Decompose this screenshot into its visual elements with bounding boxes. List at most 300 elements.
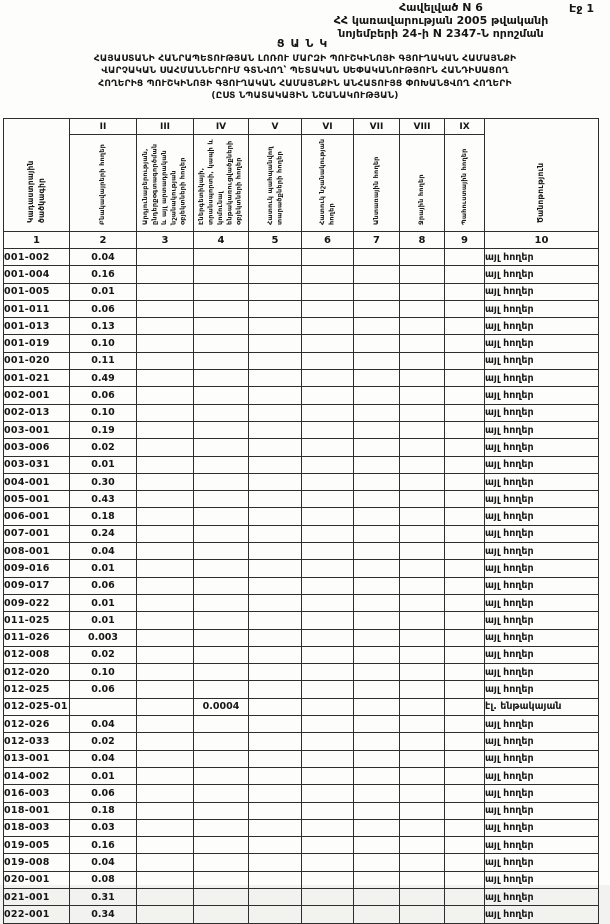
cell-col4 bbox=[194, 906, 249, 923]
cell-col5 bbox=[249, 871, 302, 888]
cell-col5 bbox=[249, 421, 302, 438]
header-reserve-lands: Պահուստային հողեր bbox=[445, 135, 485, 232]
cell-cadastral-code: 012-033 bbox=[4, 733, 70, 750]
cell-col4 bbox=[194, 404, 249, 421]
cell-remark: այլ հողեր bbox=[485, 854, 599, 871]
cell-col4 bbox=[194, 646, 249, 663]
cell-col7 bbox=[354, 352, 400, 369]
cell-col6 bbox=[302, 543, 354, 560]
cell-cadastral-code: 012-020 bbox=[4, 664, 70, 681]
cell-col5 bbox=[249, 716, 302, 733]
cell-col8 bbox=[400, 837, 445, 854]
cell-col7 bbox=[354, 646, 400, 663]
cell-col8 bbox=[400, 421, 445, 438]
cell-col3 bbox=[137, 664, 194, 681]
header-special-lands: Հատուկ նշանակության հողեր bbox=[302, 135, 354, 232]
cell-col5 bbox=[249, 594, 302, 611]
cell-col3 bbox=[137, 577, 194, 594]
cell-col2: 0.19 bbox=[70, 421, 137, 438]
cell-col8 bbox=[400, 664, 445, 681]
cell-col3 bbox=[137, 421, 194, 438]
cell-cadastral-code: 006-001 bbox=[4, 508, 70, 525]
cell-col3 bbox=[137, 266, 194, 283]
cell-col9 bbox=[445, 664, 485, 681]
cell-col5 bbox=[249, 456, 302, 473]
header-industrial-lands: Արդյունաբերության, ընդերքօգտագործման և այլ արտադրական նշանակության օբյեկտների հողեր bbox=[137, 135, 194, 232]
cell-col9 bbox=[445, 906, 485, 923]
cell-col9 bbox=[445, 421, 485, 438]
cell-col7 bbox=[354, 370, 400, 387]
cell-col7 bbox=[354, 577, 400, 594]
cell-col2: 0.01 bbox=[70, 283, 137, 300]
cell-col3 bbox=[137, 560, 194, 577]
table-row bbox=[4, 664, 599, 681]
cell-cadastral-code: 002-013 bbox=[4, 404, 70, 421]
cell-col3 bbox=[137, 629, 194, 646]
cell-col3 bbox=[137, 249, 194, 266]
cell-col8 bbox=[400, 525, 445, 542]
cell-remark: այլ հողեր bbox=[485, 508, 599, 525]
table-row bbox=[4, 370, 599, 387]
cell-col3 bbox=[137, 318, 194, 335]
cell-col3 bbox=[137, 594, 194, 611]
cell-col2: 0.01 bbox=[70, 594, 137, 611]
cell-cadastral-code: 012-008 bbox=[4, 646, 70, 663]
cell-col4 bbox=[194, 802, 249, 819]
cell-col2: 0.03 bbox=[70, 819, 137, 836]
table-row bbox=[4, 802, 599, 819]
cell-col2: 0.49 bbox=[70, 370, 137, 387]
cell-cadastral-code: 003-006 bbox=[4, 439, 70, 456]
cell-col6 bbox=[302, 629, 354, 646]
cell-col2: 0.10 bbox=[70, 664, 137, 681]
cell-col4 bbox=[194, 629, 249, 646]
cell-col8 bbox=[400, 854, 445, 871]
cell-cadastral-code: 004-001 bbox=[4, 473, 70, 490]
cell-col7 bbox=[354, 733, 400, 750]
cell-remark: այլ հողեր bbox=[485, 664, 599, 681]
cell-col2: 0.04 bbox=[70, 716, 137, 733]
cell-col8 bbox=[400, 456, 445, 473]
cell-col4 bbox=[194, 439, 249, 456]
cell-col9 bbox=[445, 716, 485, 733]
cell-col9 bbox=[445, 646, 485, 663]
cell-col3 bbox=[137, 370, 194, 387]
cell-col4 bbox=[194, 733, 249, 750]
cell-col6 bbox=[302, 612, 354, 629]
cell-col6 bbox=[302, 698, 354, 715]
cell-col9 bbox=[445, 249, 485, 266]
cell-col8 bbox=[400, 249, 445, 266]
title-line: (ԸՍՏ ՆՊԱՏԱԿԱՅԻՆ ՆՇԱՆԱԿՈՒԹՅԱՆ) bbox=[211, 91, 399, 102]
cell-col7 bbox=[354, 716, 400, 733]
cell-col4 bbox=[194, 612, 249, 629]
cell-col7 bbox=[354, 802, 400, 819]
cell-col9 bbox=[445, 508, 485, 525]
cell-col3 bbox=[137, 612, 194, 629]
cell-col4 bbox=[194, 871, 249, 888]
header-settlement-lands: Բնակավայրերի հողեր bbox=[70, 135, 137, 232]
cell-col3 bbox=[137, 473, 194, 490]
cell-col2: 0.08 bbox=[70, 871, 137, 888]
cell-remark: այլ հողեր bbox=[485, 837, 599, 854]
cell-cadastral-code: 003-031 bbox=[4, 456, 70, 473]
cell-col4 bbox=[194, 300, 249, 317]
cell-col5 bbox=[249, 352, 302, 369]
table-row bbox=[4, 300, 599, 317]
cell-col6 bbox=[302, 871, 354, 888]
column-number: 4 bbox=[194, 232, 249, 249]
table-row bbox=[4, 646, 599, 663]
cell-col6 bbox=[302, 577, 354, 594]
cell-col2: 0.06 bbox=[70, 681, 137, 698]
cell-cadastral-code: 012-026 bbox=[4, 716, 70, 733]
cell-remark: այլ հողեր bbox=[485, 629, 599, 646]
cell-col7 bbox=[354, 439, 400, 456]
appendix-line: ՀՀ կառավարության 2005 թվականի bbox=[333, 13, 549, 27]
cell-remark: այլ հողեր bbox=[485, 249, 599, 266]
cell-col5 bbox=[249, 837, 302, 854]
cell-col4 bbox=[194, 352, 249, 369]
cell-col3 bbox=[137, 300, 194, 317]
cell-col8 bbox=[400, 370, 445, 387]
cell-col7 bbox=[354, 767, 400, 784]
cell-col8 bbox=[400, 352, 445, 369]
table-row bbox=[4, 577, 599, 594]
cell-cadastral-code: 020-001 bbox=[4, 871, 70, 888]
table-row bbox=[4, 543, 599, 560]
cell-cadastral-code: 014-002 bbox=[4, 767, 70, 784]
cell-col6 bbox=[302, 594, 354, 611]
cell-remark: այլ հողեր bbox=[485, 473, 599, 490]
cell-cadastral-code: 009-017 bbox=[4, 577, 70, 594]
cell-col6 bbox=[302, 716, 354, 733]
table-row bbox=[4, 421, 599, 438]
cell-col9 bbox=[445, 681, 485, 698]
cell-col4 bbox=[194, 491, 249, 508]
cell-col9 bbox=[445, 525, 485, 542]
header-water-lands: Ջրային հողեր bbox=[400, 135, 445, 232]
cell-col9 bbox=[445, 335, 485, 352]
cell-col5 bbox=[249, 404, 302, 421]
cell-col3 bbox=[137, 439, 194, 456]
table-row bbox=[4, 387, 599, 404]
cell-col4 bbox=[194, 819, 249, 836]
cell-col3 bbox=[137, 352, 194, 369]
cell-col8 bbox=[400, 750, 445, 767]
cell-col6 bbox=[302, 560, 354, 577]
cell-col6 bbox=[302, 837, 354, 854]
cell-col9 bbox=[445, 785, 485, 802]
cell-col9 bbox=[445, 387, 485, 404]
cell-col5 bbox=[249, 629, 302, 646]
cell-col6 bbox=[302, 249, 354, 266]
cell-remark: այլ հողեր bbox=[485, 646, 599, 663]
cell-col7 bbox=[354, 491, 400, 508]
cell-remark: այլ հողեր bbox=[485, 612, 599, 629]
column-number: 1 bbox=[4, 232, 70, 249]
cell-col8 bbox=[400, 318, 445, 335]
cell-col6 bbox=[302, 318, 354, 335]
cell-col6 bbox=[302, 421, 354, 438]
document-title bbox=[8, 53, 602, 103]
cell-col5 bbox=[249, 508, 302, 525]
cell-col5 bbox=[249, 646, 302, 663]
cell-col9 bbox=[445, 560, 485, 577]
cell-col5 bbox=[249, 767, 302, 784]
cell-col2: 0.02 bbox=[70, 646, 137, 663]
cell-col7 bbox=[354, 300, 400, 317]
cell-col8 bbox=[400, 802, 445, 819]
cell-col8 bbox=[400, 906, 445, 923]
cell-col8 bbox=[400, 543, 445, 560]
cell-col5 bbox=[249, 733, 302, 750]
header-roman-col8: VIII bbox=[400, 119, 445, 135]
cell-col7 bbox=[354, 629, 400, 646]
cell-remark: այլ հողեր bbox=[485, 716, 599, 733]
cell-col3 bbox=[137, 387, 194, 404]
cell-col3 bbox=[137, 681, 194, 698]
cell-col9 bbox=[445, 352, 485, 369]
cell-remark: այլ հողեր bbox=[485, 681, 599, 698]
header-roman-row bbox=[4, 119, 599, 135]
cell-col2: 0.04 bbox=[70, 750, 137, 767]
land-transfer-table bbox=[3, 118, 599, 924]
cell-col8 bbox=[400, 888, 445, 905]
cell-col2: 0.16 bbox=[70, 837, 137, 854]
table-row bbox=[4, 456, 599, 473]
cell-col2 bbox=[70, 698, 137, 715]
cell-cadastral-code: 012-025 bbox=[4, 681, 70, 698]
cell-col7 bbox=[354, 681, 400, 698]
cell-col8 bbox=[400, 473, 445, 490]
cell-col6 bbox=[302, 819, 354, 836]
cell-col3 bbox=[137, 785, 194, 802]
cell-col9 bbox=[445, 837, 485, 854]
cell-col6 bbox=[302, 888, 354, 905]
list-label: ՑԱՆԿ bbox=[276, 37, 334, 50]
cell-col6 bbox=[302, 508, 354, 525]
cell-col3 bbox=[137, 404, 194, 421]
cell-cadastral-code: 001-004 bbox=[4, 266, 70, 283]
table-row bbox=[4, 906, 599, 923]
cell-col2: 0.01 bbox=[70, 612, 137, 629]
cell-cadastral-code: 001-019 bbox=[4, 335, 70, 352]
cell-remark: այլ հողեր bbox=[485, 352, 599, 369]
table-row bbox=[4, 750, 599, 767]
cell-col6 bbox=[302, 283, 354, 300]
cell-col6 bbox=[302, 352, 354, 369]
cell-cadastral-code: 012-025-01 bbox=[4, 698, 70, 715]
cell-col4 bbox=[194, 421, 249, 438]
cell-col4 bbox=[194, 594, 249, 611]
cell-col8 bbox=[400, 819, 445, 836]
cell-col6 bbox=[302, 854, 354, 871]
cell-col9 bbox=[445, 594, 485, 611]
cell-col2: 0.11 bbox=[70, 352, 137, 369]
cell-col9 bbox=[445, 491, 485, 508]
header-roman-col2: II bbox=[70, 119, 137, 135]
cell-col6 bbox=[302, 802, 354, 819]
cell-col4 bbox=[194, 387, 249, 404]
cell-col8 bbox=[400, 716, 445, 733]
cell-col8 bbox=[400, 491, 445, 508]
cell-remark: այլ հողեր bbox=[485, 387, 599, 404]
cell-col9 bbox=[445, 473, 485, 490]
cell-cadastral-code: 007-001 bbox=[4, 525, 70, 542]
cell-col8 bbox=[400, 560, 445, 577]
cell-col2: 0.06 bbox=[70, 785, 137, 802]
cell-cadastral-code: 011-025 bbox=[4, 612, 70, 629]
cell-col2: 0.31 bbox=[70, 888, 137, 905]
cell-col7 bbox=[354, 543, 400, 560]
column-number: 2 bbox=[70, 232, 137, 249]
cell-col5 bbox=[249, 491, 302, 508]
cell-col8 bbox=[400, 387, 445, 404]
cell-col5 bbox=[249, 906, 302, 923]
cell-col6 bbox=[302, 456, 354, 473]
cell-col9 bbox=[445, 318, 485, 335]
cell-cadastral-code: 001-011 bbox=[4, 300, 70, 317]
cell-col7 bbox=[354, 612, 400, 629]
cell-col4 bbox=[194, 456, 249, 473]
cell-col7 bbox=[354, 819, 400, 836]
cell-col3 bbox=[137, 543, 194, 560]
column-number: 8 bbox=[400, 232, 445, 249]
header-cadastral-code: Կադաստրային ծածկագիր bbox=[4, 119, 70, 232]
cell-col4 bbox=[194, 473, 249, 490]
table-row bbox=[4, 594, 599, 611]
cell-col2: 0.01 bbox=[70, 560, 137, 577]
cell-col5 bbox=[249, 300, 302, 317]
table-row bbox=[4, 785, 599, 802]
cell-col3 bbox=[137, 456, 194, 473]
cell-col7 bbox=[354, 387, 400, 404]
cell-col2: 0.34 bbox=[70, 906, 137, 923]
column-number: 10 bbox=[485, 232, 599, 249]
cell-col6 bbox=[302, 300, 354, 317]
cell-remark: այլ հողեր bbox=[485, 421, 599, 438]
cell-col4 bbox=[194, 335, 249, 352]
cell-col5 bbox=[249, 283, 302, 300]
table-row bbox=[4, 629, 599, 646]
cell-col3 bbox=[137, 750, 194, 767]
cell-col7 bbox=[354, 318, 400, 335]
cell-col5 bbox=[249, 698, 302, 715]
table-row bbox=[4, 560, 599, 577]
cell-col5 bbox=[249, 802, 302, 819]
cell-col8 bbox=[400, 577, 445, 594]
cell-col2: 0.13 bbox=[70, 318, 137, 335]
cell-col8 bbox=[400, 733, 445, 750]
cell-col3 bbox=[137, 802, 194, 819]
header-roman-col3: III bbox=[137, 119, 194, 135]
cell-col6 bbox=[302, 785, 354, 802]
cell-col5 bbox=[249, 525, 302, 542]
cell-col5 bbox=[249, 854, 302, 871]
cell-col2: 0.01 bbox=[70, 767, 137, 784]
column-number: 3 bbox=[137, 232, 194, 249]
cell-col5 bbox=[249, 750, 302, 767]
cell-col4 bbox=[194, 888, 249, 905]
cell-col4 bbox=[194, 525, 249, 542]
cell-cadastral-code: 009-022 bbox=[4, 594, 70, 611]
cell-col8 bbox=[400, 300, 445, 317]
cell-col7 bbox=[354, 560, 400, 577]
header-infrastructure-lands: Էներգետիկայի, տրանսպորտի, կապի և կոմունալ ենթակառուցվածքների օբյեկտների հողեր bbox=[194, 135, 249, 232]
cell-col2: 0.04 bbox=[70, 249, 137, 266]
cell-remark: էլ. ենթակայան bbox=[485, 698, 599, 715]
cell-col3 bbox=[137, 508, 194, 525]
cell-remark: այլ հողեր bbox=[485, 491, 599, 508]
appendix-line: նոյեմբերի 24-ի N 2347-Ն որոշման bbox=[338, 26, 544, 40]
header-roman-col7: VII bbox=[354, 119, 400, 135]
cell-col7 bbox=[354, 664, 400, 681]
table-row bbox=[4, 266, 599, 283]
cell-col8 bbox=[400, 594, 445, 611]
column-number: 7 bbox=[354, 232, 400, 249]
header-protected-lands: Հատուկ պահպանվող տարածքների հողեր bbox=[249, 135, 302, 232]
table-row bbox=[4, 491, 599, 508]
table-row bbox=[4, 525, 599, 542]
cell-col9 bbox=[445, 439, 485, 456]
cell-col8 bbox=[400, 508, 445, 525]
cell-col7 bbox=[354, 750, 400, 767]
cell-col4 bbox=[194, 543, 249, 560]
cell-col4 bbox=[194, 249, 249, 266]
cell-remark: այլ հողեր bbox=[485, 871, 599, 888]
cell-remark: այլ հողեր bbox=[485, 594, 599, 611]
table-row bbox=[4, 335, 599, 352]
cell-col9 bbox=[445, 300, 485, 317]
cell-col2: 0.02 bbox=[70, 733, 137, 750]
cell-col5 bbox=[249, 473, 302, 490]
cell-col3 bbox=[137, 335, 194, 352]
table-row bbox=[4, 508, 599, 525]
cell-col5 bbox=[249, 681, 302, 698]
cell-col5 bbox=[249, 318, 302, 335]
header-roman-col9: IX bbox=[445, 119, 485, 135]
cell-col6 bbox=[302, 491, 354, 508]
cell-col9 bbox=[445, 733, 485, 750]
table-row bbox=[4, 249, 599, 266]
cell-col6 bbox=[302, 733, 354, 750]
cell-col8 bbox=[400, 871, 445, 888]
cell-cadastral-code: 001-021 bbox=[4, 370, 70, 387]
cell-col9 bbox=[445, 854, 485, 871]
cell-col2: 0.43 bbox=[70, 491, 137, 508]
cell-col5 bbox=[249, 785, 302, 802]
cell-col6 bbox=[302, 906, 354, 923]
cell-col9 bbox=[445, 802, 485, 819]
cell-col3 bbox=[137, 767, 194, 784]
cell-col6 bbox=[302, 473, 354, 490]
cell-col3 bbox=[137, 871, 194, 888]
cell-col5 bbox=[249, 387, 302, 404]
cell-col5 bbox=[249, 266, 302, 283]
table-row bbox=[4, 473, 599, 490]
cell-cadastral-code: 019-008 bbox=[4, 854, 70, 871]
cell-col7 bbox=[354, 266, 400, 283]
cell-col9 bbox=[445, 577, 485, 594]
cell-col8 bbox=[400, 785, 445, 802]
cell-remark: այլ հողեր bbox=[485, 888, 599, 905]
cell-col2: 0.04 bbox=[70, 854, 137, 871]
cell-col7 bbox=[354, 404, 400, 421]
cell-col9 bbox=[445, 750, 485, 767]
cell-col3 bbox=[137, 646, 194, 663]
table-row bbox=[4, 404, 599, 421]
